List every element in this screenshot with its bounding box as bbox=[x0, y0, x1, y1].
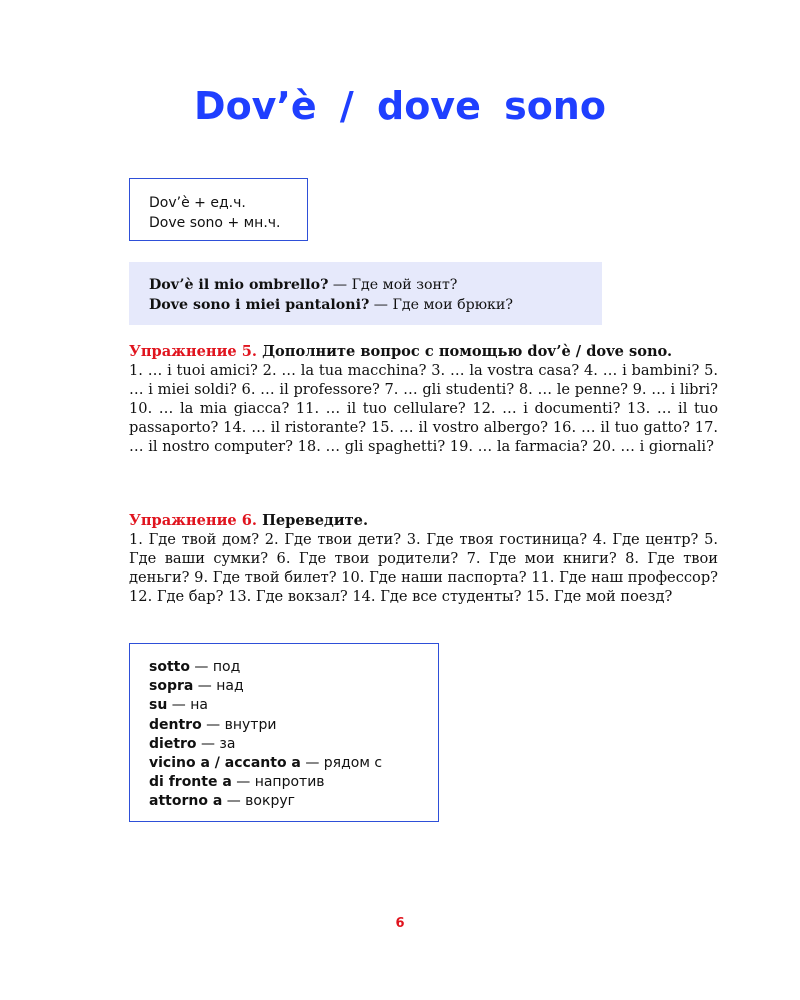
rule-line-plural: Dove sono + мн.ч. bbox=[149, 215, 281, 231]
vocab-term: dietro bbox=[149, 735, 197, 752]
vocab-term: attorno a bbox=[149, 793, 223, 810]
vocab-meaning: — над bbox=[193, 678, 244, 695]
vocab-item bbox=[149, 754, 438, 773]
grammar-rule-box bbox=[129, 178, 308, 241]
vocab-term: vicino a / accanto a bbox=[149, 755, 301, 772]
vocab-item bbox=[149, 696, 438, 715]
vocab-item bbox=[149, 677, 438, 696]
vocab-term: di fronte a bbox=[149, 774, 232, 791]
vocab-term: sotto bbox=[149, 659, 190, 675]
vocab-item bbox=[149, 716, 438, 735]
vocab-item bbox=[149, 735, 438, 754]
vocab-term: sopra bbox=[149, 678, 194, 695]
vocab-item bbox=[149, 792, 438, 811]
vocabulary-box bbox=[129, 643, 439, 822]
exercise-instruction: Переведите. bbox=[257, 512, 369, 529]
exercise-label: Упражнение 6. bbox=[129, 512, 257, 529]
example-translation: — Где мои брюки? bbox=[369, 297, 513, 313]
vocab-meaning: — за bbox=[196, 735, 236, 752]
exercise-text: 1. Где твой дом? 2. Где твои дети? 3. Где твоя гостиница? 4. Где центр? 5. Где ваши сумки? 6. Где твои родители? 7. Где мои книги? 8. Где твои деньги? 9. Где твой билет? 10. Где наши паспорта? 11. Где наш профессор? 12. Где бар? 13. Где вокзал? 14. Где все студенты? 15. Где мой поезд? bbox=[129, 531, 718, 605]
vocab-meaning: — напротив bbox=[231, 774, 325, 791]
vocab-term: dentro bbox=[149, 716, 202, 733]
page-title: Dov’è / dove sono bbox=[194, 84, 606, 128]
vocab-meaning: — рядом с bbox=[300, 755, 383, 772]
vocab-term: su bbox=[149, 697, 168, 714]
exercise-text: 1. … i tuoi amici? 2. … la tua macchina? 3. … la vostra casa? 4. … i bambini? 5. … i miei soldi? 6. … il professore? 7. … gli studenti? 8. … le penne? 9. … i libri? 10. … la mia giacca? 11. … il tuo cellulare? 12. … i documenti? 13. … il tuo passaporto? 14. … il ristorante? 15. … il vostro albergo? 16. … il tuo gatto? 17. … il nostro computer? 18. … gli spaghetti? 19. … la farmacia? 20. … i giornali? bbox=[129, 362, 718, 455]
example-line bbox=[149, 295, 602, 315]
vocab-meaning: — под bbox=[189, 659, 241, 675]
examples-box bbox=[129, 262, 602, 325]
page-number: 6 bbox=[395, 916, 405, 931]
rule-line-singular: Dov’è + ед.ч. bbox=[149, 195, 246, 211]
example-translation: — Где мой зонт? bbox=[328, 277, 458, 293]
example-italian: Dov’è il mio ombrello? bbox=[149, 277, 329, 293]
exercise-instruction: Дополните вопрос с помощью dov’è / dove sono. bbox=[257, 343, 673, 360]
exercise-6 bbox=[129, 511, 718, 606]
vocab-item bbox=[149, 658, 438, 677]
exercise-5 bbox=[129, 342, 718, 456]
exercise-label: Упражнение 5. bbox=[129, 343, 257, 360]
vocab-meaning: — вокруг bbox=[222, 793, 295, 810]
vocab-meaning: — внутри bbox=[201, 716, 277, 733]
example-italian: Dove sono i miei pantaloni? bbox=[149, 297, 370, 313]
vocab-item bbox=[149, 773, 438, 792]
vocab-meaning: — на bbox=[167, 697, 208, 714]
example-line bbox=[149, 275, 602, 295]
